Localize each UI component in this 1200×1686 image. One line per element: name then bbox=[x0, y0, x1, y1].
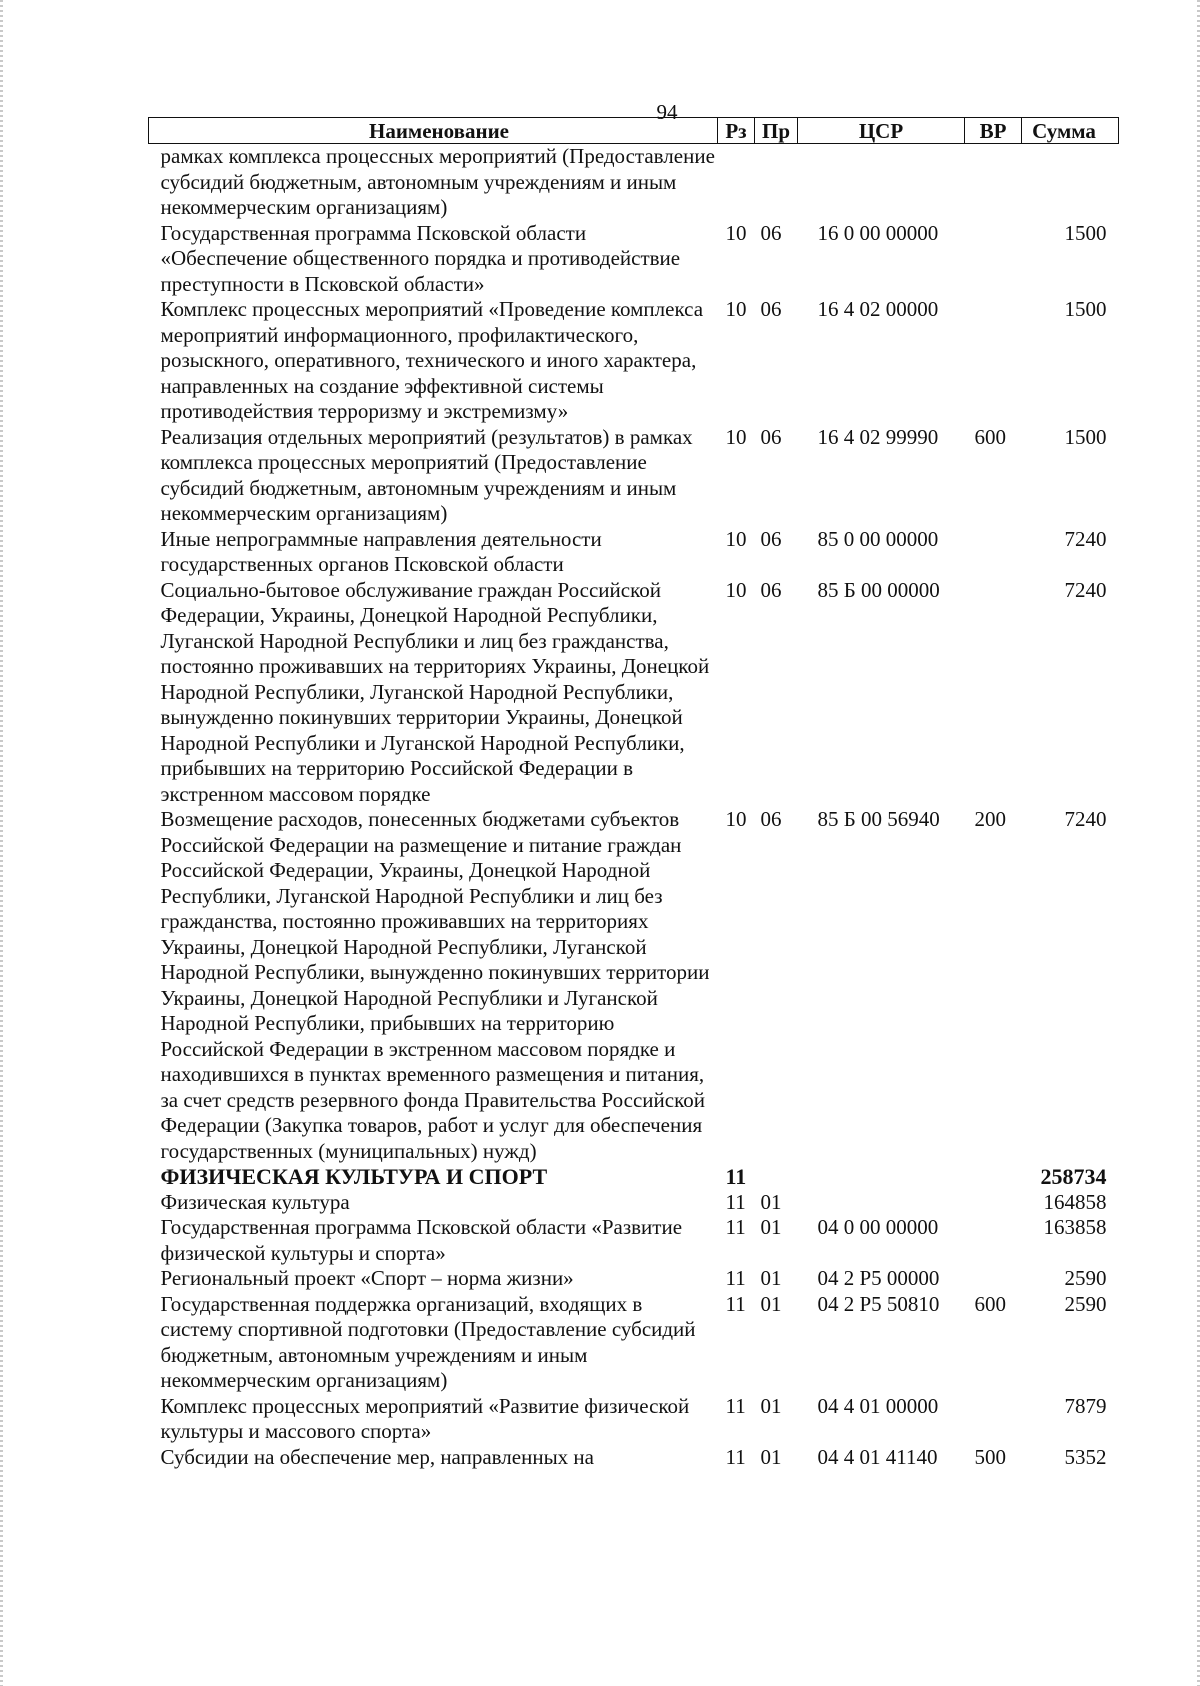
table-row bbox=[149, 807, 1119, 1164]
cell-rz: 10 bbox=[725, 807, 747, 831]
cell-vr bbox=[965, 527, 1022, 578]
cell-sum bbox=[1022, 144, 1119, 221]
cell-vr bbox=[965, 1215, 1022, 1266]
table-row bbox=[149, 527, 1119, 578]
cell-vr bbox=[965, 144, 1022, 221]
column-header-pr: Пр bbox=[755, 118, 798, 144]
cell-rz: 11 bbox=[725, 1266, 746, 1290]
cell-pr: 01 bbox=[760, 1266, 782, 1290]
cell-csr: 16 4 02 00000 bbox=[817, 297, 939, 321]
cell-name: Субсидии на обеспечение мер, направленных на bbox=[160, 1444, 594, 1469]
column-header-name: Наименование bbox=[149, 118, 718, 144]
cell-pr bbox=[755, 1164, 798, 1190]
cell-vr bbox=[965, 578, 1022, 808]
cell-sum: 7240 bbox=[1064, 526, 1107, 551]
scan-edge-left bbox=[0, 0, 3, 1686]
cell-name: ФИЗИЧЕСКАЯ КУЛЬТУРА И СПОРТ bbox=[160, 1164, 548, 1189]
table-row bbox=[149, 1266, 1119, 1292]
cell-rz: 11 bbox=[725, 1164, 747, 1189]
cell-csr: 85 0 00 00000 bbox=[817, 526, 939, 551]
table-row bbox=[149, 144, 1119, 221]
cell-pr bbox=[755, 144, 798, 221]
cell-sum: 258734 bbox=[1040, 1164, 1107, 1189]
table-row bbox=[149, 1292, 1119, 1394]
cell-pr: 06 bbox=[760, 526, 782, 551]
cell-csr: 04 2 Р5 50810 bbox=[817, 1291, 940, 1316]
table-row-section bbox=[149, 1164, 1119, 1190]
cell-name: Физическая культура bbox=[160, 1189, 350, 1214]
table-row bbox=[149, 425, 1119, 527]
cell-name: Комплекс процессных мероприятий «Развитие физической культуры и массового спорта» bbox=[160, 1393, 690, 1443]
cell-csr: 04 0 00 00000 bbox=[817, 1215, 939, 1239]
cell-sum: 2590 bbox=[1064, 1266, 1107, 1290]
cell-vr bbox=[965, 1164, 1022, 1190]
cell-csr bbox=[798, 1164, 965, 1190]
cell-name: Социально-бытовое обслуживание граждан Российской Федерации, Украины, Донецкой Народной Республики, Луганской Народной Республики и лиц без гражданства, постоянно проживавших на территориях Украины, Донецкой Народной Республики, Луганской Народной Республики, вынужденно покинувших территории Украины, Донецкой Народной Республики и Луганской Народной Республики, прибывших на территорию Российской Федерации в экстренном массовом порядке bbox=[160, 577, 710, 806]
column-header-vr: ВР bbox=[965, 118, 1022, 144]
table-row bbox=[149, 1215, 1119, 1266]
cell-sum: 7240 bbox=[1064, 577, 1107, 602]
column-header-csr: ЦСР bbox=[798, 118, 965, 144]
cell-pr: 06 bbox=[760, 220, 782, 245]
cell-sum: 5352 bbox=[1064, 1444, 1107, 1469]
cell-rz: 10 bbox=[725, 297, 747, 321]
cell-pr: 06 bbox=[760, 297, 782, 321]
cell-csr: 16 0 00 00000 bbox=[817, 220, 939, 245]
cell-sum: 164858 bbox=[1043, 1189, 1107, 1214]
cell-vr: 500 bbox=[974, 1444, 1006, 1469]
cell-csr bbox=[798, 1190, 965, 1216]
cell-rz: 11 bbox=[725, 1393, 746, 1418]
cell-csr: 16 4 02 99990 bbox=[817, 424, 939, 449]
cell-csr: 04 4 01 00000 bbox=[817, 1393, 939, 1418]
cell-pr: 01 bbox=[760, 1444, 782, 1469]
cell-pr: 06 bbox=[760, 577, 782, 602]
cell-name: Государственная программа Псковской области «Обеспечение общественного порядка и противодействие преступности в Псковской области» bbox=[160, 220, 681, 296]
cell-sum: 1500 bbox=[1064, 297, 1107, 321]
table-row bbox=[149, 1190, 1119, 1216]
cell-pr: 01 bbox=[760, 1291, 782, 1316]
cell-vr: 200 bbox=[974, 807, 1006, 831]
table-row bbox=[149, 221, 1119, 298]
table-row bbox=[149, 1445, 1119, 1471]
cell-pr: 06 bbox=[760, 424, 782, 449]
budget-table bbox=[148, 117, 1119, 1470]
cell-pr: 01 bbox=[760, 1393, 782, 1418]
cell-vr: 600 bbox=[974, 424, 1006, 449]
cell-rz: 10 bbox=[725, 577, 747, 602]
cell-name: Государственная поддержка организаций, входящих в систему спортивной подготовки (Предоставление субсидий бюджетным, автономным учреждениям и иным некоммерческим организациям) bbox=[160, 1291, 696, 1392]
table-header-row bbox=[149, 118, 1119, 144]
cell-name: Реализация отдельных мероприятий (результатов) в рамках комплекса процессных мероприятий (Предоставление субсидий бюджетным, автономным учреждениям и иным некоммерческим организациям) bbox=[160, 424, 693, 525]
cell-csr: 85 Б 00 00000 bbox=[817, 577, 940, 602]
cell-rz: 11 bbox=[725, 1215, 746, 1239]
column-header-rz: Рз bbox=[718, 118, 755, 144]
page-number: 94 bbox=[656, 100, 678, 124]
cell-rz bbox=[718, 144, 755, 221]
cell-sum: 7879 bbox=[1064, 1393, 1107, 1418]
cell-csr bbox=[798, 144, 965, 221]
cell-sum: 1500 bbox=[1064, 424, 1107, 449]
cell-rz: 10 bbox=[725, 220, 747, 245]
cell-pr: 01 bbox=[760, 1215, 782, 1239]
cell-name: Комплекс процессных мероприятий «Проведение комплекса мероприятий информационного, профилактического, розыскного, оперативного, технического и иного характера, направленных на создание эффективной системы противодействия терроризму и экстремизму» bbox=[160, 297, 704, 423]
cell-rz: 11 bbox=[725, 1189, 746, 1214]
cell-pr: 06 bbox=[760, 807, 782, 831]
cell-vr bbox=[965, 221, 1022, 298]
cell-rz: 10 bbox=[725, 424, 747, 449]
cell-sum: 1500 bbox=[1064, 220, 1107, 245]
cell-name: Региональный проект «Спорт – норма жизни» bbox=[160, 1266, 574, 1290]
table-row bbox=[149, 1394, 1119, 1445]
cell-vr bbox=[965, 1266, 1022, 1292]
cell-csr: 04 4 01 41140 bbox=[817, 1444, 938, 1469]
cell-pr: 01 bbox=[760, 1189, 782, 1214]
cell-vr: 600 bbox=[974, 1291, 1006, 1316]
cell-rz: 11 bbox=[725, 1291, 746, 1316]
cell-vr bbox=[965, 1394, 1022, 1445]
table-row bbox=[149, 297, 1119, 425]
table-row bbox=[149, 578, 1119, 808]
cell-rz: 11 bbox=[725, 1444, 746, 1469]
cell-csr: 85 Б 00 56940 bbox=[817, 807, 940, 831]
cell-vr bbox=[965, 1190, 1022, 1216]
cell-name: рамках комплекса процессных мероприятий (Предоставление субсидий бюджетным, автономным учреждениям и иным некоммерческим организациям) bbox=[160, 144, 715, 219]
cell-sum: 7240 bbox=[1064, 807, 1107, 831]
cell-name: Возмещение расходов, понесенных бюджетами субъектов Российской Федерации на размещение и питание граждан Российской Федерации, Украины, Донецкой Народной Республики, Луганской Народной Республики и лиц без гражданства, постоянно проживавших на территориях Украины, Донецкой Народной Республики, Луганской Народной Республики, вынужденно покинувших территории Украины, Донецкой Народной Республики и Луганской Народной Республики, прибывших на территорию Российской Федерации в экстренном массовом порядке и находившихся в пунктах временного размещения и питания, за счет средств резервного фонда Правительства Российской Федерации (Закупка товаров, работ и услуг для обеспечения государственных (муниципальных) нужд) bbox=[160, 807, 710, 1163]
cell-name: Иные непрограммные направления деятельности государственных органов Псковской области bbox=[160, 526, 602, 576]
cell-vr bbox=[965, 297, 1022, 425]
column-header-sum: Сумма bbox=[1022, 118, 1119, 144]
cell-csr: 04 2 Р5 00000 bbox=[817, 1266, 940, 1290]
cell-sum: 2590 bbox=[1064, 1291, 1107, 1316]
cell-name: Государственная программа Псковской области «Развитие физической культуры и спорта» bbox=[160, 1215, 683, 1265]
cell-sum: 163858 bbox=[1043, 1215, 1107, 1239]
cell-rz: 10 bbox=[725, 526, 747, 551]
